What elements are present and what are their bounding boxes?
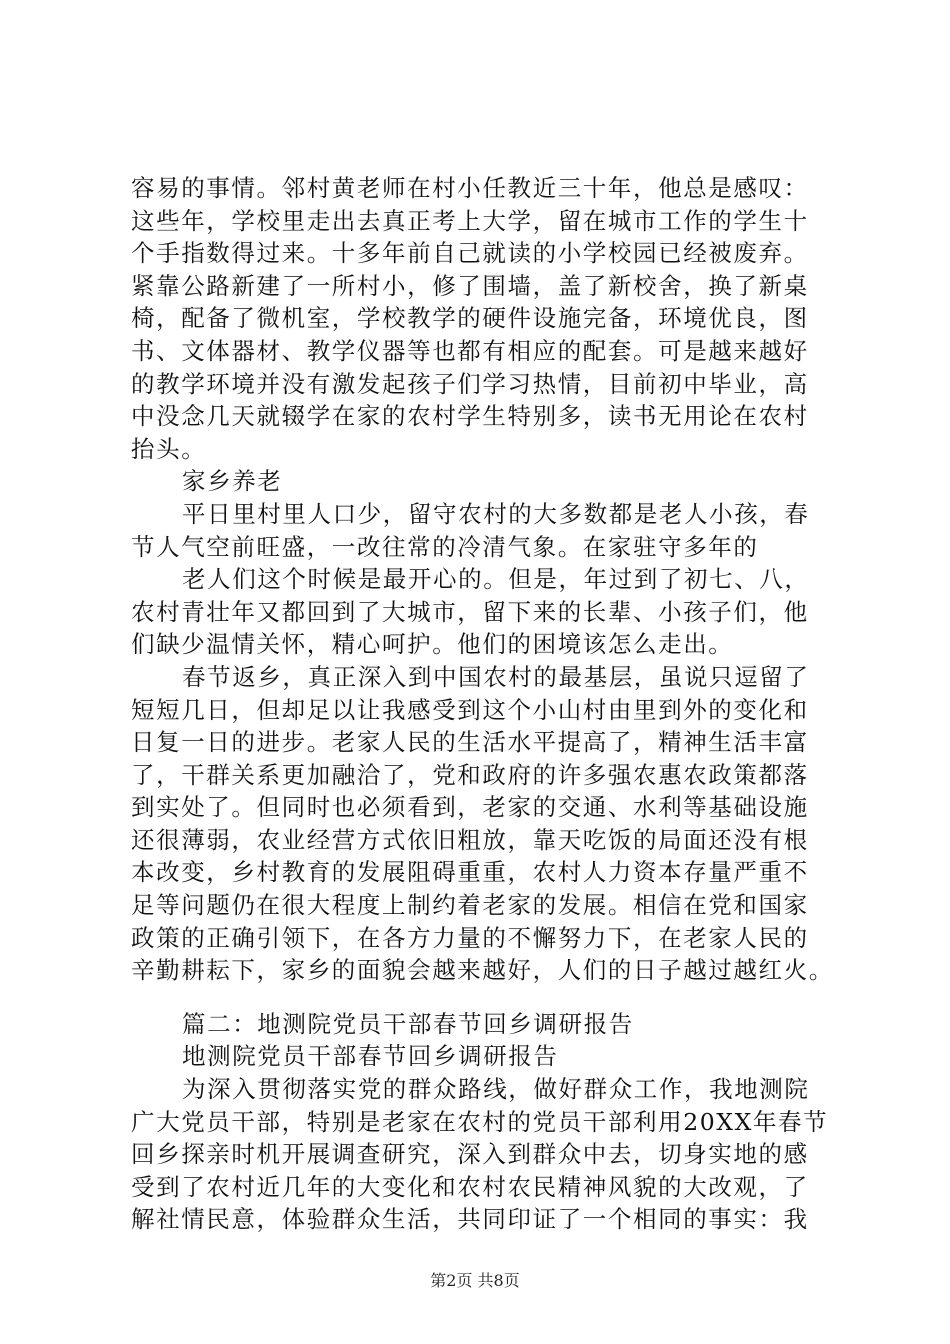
- text-line: 广大党员干部，特别是老家在农村的党员干部利用20XX年春节: [131, 1107, 829, 1136]
- text-line: 平日里村里人口少，留守农村的大多数都是老人小孩，春: [182, 499, 810, 528]
- text-line: 日复一日的进步。老家人民的生活水平提高了，精神生活丰富: [131, 728, 809, 757]
- paragraph-elderly: [131, 498, 831, 563]
- text-line: 抬头。: [131, 434, 207, 463]
- paragraph-summary: [131, 661, 834, 987]
- text-line: 书、文体器材、教学仪器等也都有相应的配套。可是越来越好: [131, 336, 809, 365]
- text-line: 回乡探亲时机开展调查研究，深入到群众中去，切身实地的感: [131, 1140, 809, 1169]
- text-line: 本改变，乡村教育的发展阻碍重重，农村人力资本存量严重不: [131, 858, 809, 887]
- text-line: 老人们这个时候是最开心的。但是，年过到了初七、八，: [182, 565, 810, 594]
- text-line: 到实处了。但同时也必须看到，老家的交通、水利等基础设施: [131, 793, 809, 822]
- paragraph-report-intro: [131, 1073, 831, 1236]
- text-line: 的教学环境并没有激发起孩子们学习热情，目前初中毕业，高: [131, 369, 809, 398]
- text-line: 个手指数得过来。十多年前自己就读的小学校园已经被废弃。: [131, 239, 809, 268]
- page-number-footer: 第2页 共8页: [430, 1271, 520, 1290]
- text-line: 为深入贯彻落实党的群众路线，做好群众工作，我地测院: [182, 1075, 810, 1104]
- text-line: 短短几日，但却足以让我感受到这个小山村由里到外的变化和: [131, 695, 809, 724]
- text-line: 们缺少温情关怀，精心呵护。他们的困境该怎么走出。: [131, 630, 734, 659]
- text-line: 椅，配备了微机室，学校教学的硬件设施完备，环境优良，图: [131, 304, 809, 333]
- text-line: 足等问题仍在很大程度上制约着老家的发展。相信在党和国家: [131, 891, 809, 920]
- text-line: 辛勤耕耘下，家乡的面貌会越来越好，人们的日子越过越红火。: [131, 956, 834, 985]
- report-title: 地测院党员干部春节回乡调研报告: [182, 1042, 559, 1071]
- text-line: 农村青壮年又都回到了大城市，留下来的长辈、小孩子们，他: [131, 597, 809, 626]
- paragraph-elderly-2: [131, 563, 831, 661]
- subheading-home-elderly: 家乡养老: [182, 467, 283, 496]
- text-line: 还很薄弱，农业经营方式依旧粗放，靠天吃饭的局面还没有根: [131, 825, 809, 854]
- text-line: 节人气空前旺盛，一改往常的冷清气象。在家驻守多年的: [131, 532, 759, 561]
- section-spacer: [131, 987, 831, 1008]
- text-line: 了，干群关系更加融洽了，党和政府的许多强农惠农政策都落: [131, 760, 809, 789]
- text-line: 春节返乡，真正深入到中国农村的最基层，虽说只逗留了: [182, 662, 810, 691]
- text-line: 中没念几天就辍学在家的农村学生特别多，读书无用论在农村: [131, 402, 809, 431]
- text-line: 这些年，学校里走出去真正考上大学，留在城市工作的学生十: [131, 206, 809, 235]
- text-line: 紧靠公路新建了一所村小，修了围墙，盖了新校舍，换了新桌: [131, 271, 809, 300]
- document-body: [131, 172, 834, 1236]
- section-title: 篇二：地测院党员干部春节回乡调研报告: [182, 1009, 634, 1038]
- text-line: 容易的事情。邻村黄老师在村小任教近三十年，他总是感叹：: [131, 174, 809, 202]
- paragraph-village-school: [131, 172, 831, 465]
- text-line: 解社情民意，体验群众生活，共同印证了一个相同的事实：我: [131, 1205, 809, 1234]
- text-line: 受到了农村近几年的大变化和农村农民精神风貌的大改观，了: [131, 1172, 809, 1201]
- text-line: 政策的正确引领下，在各方力量的不懈努力下，在老家人民的: [131, 923, 809, 952]
